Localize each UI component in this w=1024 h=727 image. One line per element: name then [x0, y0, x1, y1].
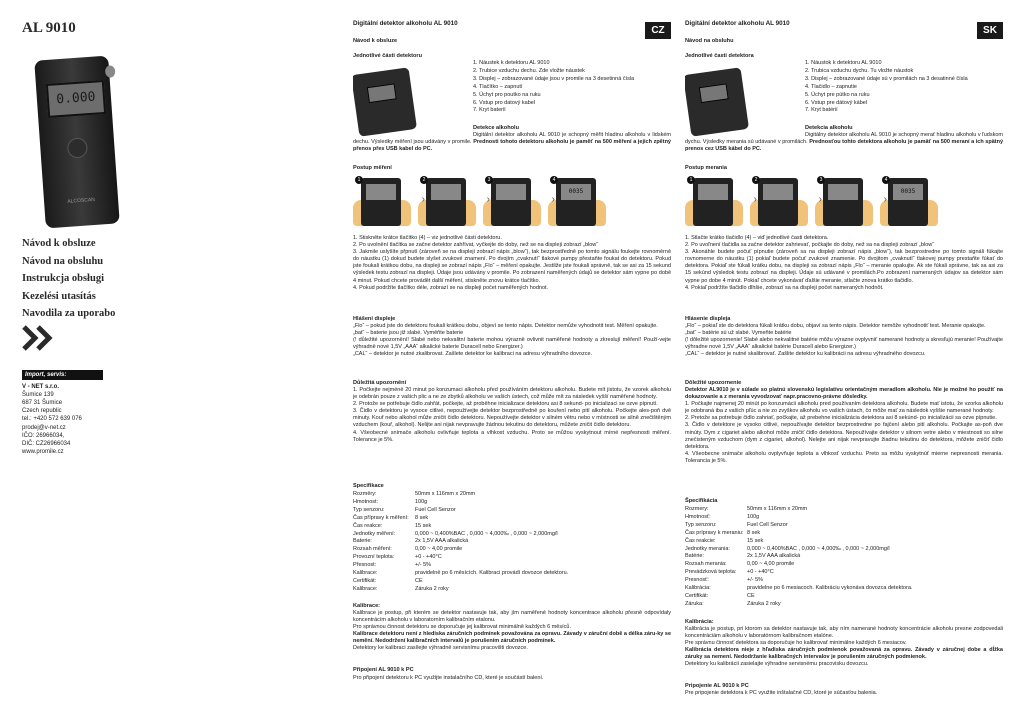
spec-row	[685, 546, 912, 554]
spec-value: 100g	[747, 513, 760, 520]
spec-value: 15 sek	[415, 522, 432, 529]
part-item: 5. Úchyt pro poutko na ruku	[473, 91, 541, 98]
spec-row	[685, 569, 912, 577]
import-website: www.promile.cz	[22, 448, 64, 455]
part-item: 3. Displej – zobrazované údaje sú v promilách na 3 desatinné čísla	[805, 75, 968, 82]
subheading: Pripojenie AL 9010 k PC	[685, 683, 749, 689]
paragraph: 1. Stiskněte krátce tlačítko (4) – viz jednotlivé části detektoru. 2. Po uvolnění tlačítka se začne detektor zahřívat, vyčkejte do doby, než se na displeji zobrazí „blow“ 3. Jakmile uslyšíte přpnutí (zároveň se na displeji zobrazí nápis „blow“), tak bezprostředně po tomto signálu foukejte rovnoměrně do náustku (1) dokud budete slyšet zvukové znamení. Po dvojím „cvaknutí“ tlakové pumpy přestaňte foukat do detektoru. Pokud jste foukali krátkou dobu, na displeji se zobrazí nápis „Flo“ – měření opakujte. Jestliže jste foukali správně, tak se asi za 15 sekund výsledek testu zobrazí na displeji. Údaje jsou udávány v promile. Po zobrazení naměřených údajů se detektor sám vypne po době 4 minut. Pokud chcete provádět další měření, stiskněte znovu krátce tlačítko. 4. Pokud podržíte tlačítko déle, zobrazí se na displeji počet naměřených hodnot.	[353, 235, 671, 291]
subheading: Důležitá upozornění	[353, 380, 407, 386]
part-item: 7. Kryt baterií	[473, 107, 506, 114]
breathalyzer-image	[34, 56, 120, 229]
device-brand: ALCOSCAN	[67, 196, 96, 205]
import-label: Import, servis:	[22, 370, 103, 380]
spec-value: 0,000 ~ 0,400%BAC , 0,000 ~ 4,000‰ , 0,000 ~ 2,000mg/l	[747, 545, 890, 552]
spec-row	[353, 499, 568, 507]
title-cz: Návod k obsluze	[22, 238, 96, 249]
step-image: 3 ›	[483, 176, 541, 226]
section-title: Digitální detektor alkoholu AL 9010	[353, 20, 458, 27]
spec-key: Jednotky merania:	[685, 545, 730, 552]
spec-row	[353, 562, 568, 570]
spec-key: Rozměry:	[353, 491, 377, 497]
measurement-steps-image	[685, 176, 1003, 228]
paragraph: 1. Stlačte krátko tlačidlo (4) – viď jednotlivé časti detektora. 2. Po uvoľnení tlačidla sa začne detektor zahrievať, počkajte do doby, než sa na displeji zobrazí „blow“ 3. Akonáhle budete počuť pípnutie (zároveň sa na displeji zobrazí nápis „blow“), tak bezprostredne po tomto signáli fúkajte rovnomerne do náustku (1) pokiaľ budete počuť zvukové znamenie. Po dvojitom „cvaknutí“ tlakovej pumpy prestaňte fúkať do detektora. Pokiaľ ste fúkali krátku dobu, na displeji sa zobrazí nápis „Flo“ – meranie opakujte. Ak ste fúkali správne, tak sa asi za 15 sekúnd výsledok testu zobrazí na displeji. Údaje sú udávané v promilách.Po zobrazení nameraných údajov sa detektor sám vypne po dobe 4 minút. Pokiaľ chcete vykonávať ďalšie meranie, stlačte znova krátko tlačidlo. 4. Pokiaľ podržíte tlačidlo dlhšie, zobrazí sa na displeji počet nameraných hodnôt.	[685, 235, 1003, 291]
spec-row	[353, 507, 568, 515]
paragraph: Pre pripojenie detektora k PC využite inštalačné CD, ktoré je súčasťou balenia.	[685, 690, 878, 696]
step-image: 0035 4	[548, 176, 606, 226]
spec-row	[353, 554, 568, 562]
title-si: Navodila za uporabo	[22, 308, 116, 319]
part-item: 3. Displej – zobrazované údaje jsou v promile na 3 desetinná čísla	[473, 75, 635, 82]
device-parts-image	[353, 67, 417, 136]
specification-table	[353, 491, 568, 594]
subheading: Hlášení displeje	[353, 316, 396, 322]
part-item: 1. Náustok k detektoru AL 9010	[805, 60, 882, 66]
import-line: Šumice 139	[22, 392, 54, 399]
device-mouthpiece	[105, 65, 116, 78]
part-item: 2. Trubica vzduchu dychu. Tu vložte náustok	[805, 67, 914, 74]
import-line: Czech republic	[22, 408, 62, 415]
paragraph: 1. Počkejte nejméně 20 minut po konzumaci alkoholu před používáním detektoru alkoholu. Budete mít jistotu, že vzorek alkoholu je odebrán pouze z vašich plic a ne ze zbytků alkoholu ve vašich ústech, což může mít za následek vyšší naměřené hodnoty. 2. Protože se potřebuje čidlo zahřát, počkejte, až proběhne inicializace detektoru asi 8 sekund- po inicializaci se ozve pípnutí. 3. Čidlo v detektoru je vysoce citlivé, nepoužívejte detektor bezprostředně po kouření nebo pití alkoholu. Počkejte ales-poň dvě minuty. Kouř nebo alkohol může zničit čidlo detektoru. Nepoužívejte detektor v silném větru nebo v místnosti se silně znečištěným vzduchem (kouř, alkohol). Nelijte ani nijak nevpravujte žádnou tekutinu do detektoru, můžete zničit čidlo detektoru. 4. Všeobecné snímače alkoholu ovlivňuje teplota a vlhkost vzduchu. Proto se můžou vyskytnout mírné nepřesnosti měření. Tolerance je 5%.	[353, 387, 671, 443]
spec-row	[685, 514, 912, 522]
import-line: tel.: +420 572 639 076	[22, 416, 82, 423]
specification-table	[685, 506, 912, 609]
subheading: Detekce alkoholu	[473, 125, 520, 131]
subheading: Návod k obsluze	[353, 38, 398, 44]
step-image: 2 ›	[418, 176, 476, 226]
spec-value: Fuel Cell Senzor	[415, 506, 456, 513]
spec-value: +0 - +40°C	[415, 554, 442, 561]
subheading: Postup měření	[353, 165, 392, 171]
part-item: 4. Tlačítko – zapnutí	[473, 83, 523, 90]
device-display: 0.000	[46, 80, 106, 118]
spec-value: pravidelne po 6 mesiacoch. Kalibráciu vykonáva dovozca detektora.	[747, 585, 913, 592]
spec-row	[353, 538, 568, 546]
step-image: 0035 4	[880, 176, 938, 226]
importer-info	[22, 370, 104, 456]
import-line: DIČ: CZ26966034	[22, 440, 71, 447]
spec-value: 8 sek	[415, 514, 429, 521]
part-item: 7. Kryt batérií	[805, 107, 838, 114]
spec-key: Hmotnost:	[353, 498, 379, 505]
spec-value: 8 sek	[747, 529, 761, 536]
spec-value: CE	[415, 577, 423, 584]
spec-row	[353, 531, 568, 539]
spec-value: 2x 1,5V AAA alkalická	[415, 538, 469, 545]
spec-key: Rozsah měření:	[353, 546, 392, 553]
parts-list	[805, 60, 968, 115]
spec-row	[685, 522, 912, 530]
parts-list	[473, 60, 634, 115]
spec-key: Certifikát:	[685, 592, 709, 599]
spec-value: 15 sek	[747, 537, 764, 544]
title-hu: Kezelési utasítás	[22, 290, 96, 302]
spec-key: Přesnost:	[353, 562, 377, 569]
spec-value: 50mm x 116mm x 20mm	[747, 506, 808, 512]
paragraph: Pro připojení detektoru k PC využijte instalačního CD, které je součástí balení.	[353, 675, 544, 681]
spec-row	[353, 586, 568, 594]
spec-key: Čas reakcie:	[685, 537, 716, 544]
part-item: 1. Náustek k detektoru AL 9010	[473, 60, 550, 66]
subheading: Špecifikácia	[685, 498, 718, 504]
spec-row	[685, 577, 912, 585]
slovak-column	[685, 0, 1003, 727]
spec-value: pravidelně po 6 měsících. Kalibraci provádí dovozce detektoru.	[415, 570, 569, 577]
spec-value: 0,000 ~ 0,400%BAC , 0,000 ~ 4,000‰ , 0,000 ~ 2,000mg/l	[415, 530, 558, 537]
spec-value: Záruka 2 roky	[747, 600, 781, 607]
spec-key: Rozsah merania:	[685, 561, 727, 568]
import-email: prodej@v-net.cz	[22, 424, 66, 431]
model-title: AL 9010	[22, 20, 76, 36]
spec-row	[685, 601, 912, 609]
part-item: 4. Tlačidlo – zapnutie	[805, 83, 857, 90]
subheading: Specifikace	[353, 483, 384, 489]
spec-key: Hmotnosť:	[685, 513, 711, 520]
device-button	[67, 137, 88, 158]
lang-badge-cz: CZ	[645, 22, 671, 39]
spec-value: 50mm x 116mm x 20mm	[415, 491, 476, 497]
spec-key: Baterie:	[353, 538, 372, 545]
spec-value: 100g	[415, 498, 428, 505]
paragraph: Digitálny detektor alkoholu AL 9010 je schopný merať hladinu alkoholu v ľudskom dychu. Výsledky merania sú udávané v promilách. Prednosťou tohto detektora alkoholu je pamäť na 500 meraní a ich spätný prenos cez USB kábel do PC.	[685, 132, 1003, 153]
part-item: 6. Vstup pro datový kabel	[473, 99, 536, 106]
step-image: 3 ›	[815, 176, 873, 226]
spec-key: Čas reakce:	[353, 522, 383, 529]
spec-key: Kalibrace:	[353, 585, 378, 592]
step-image: 1 ›	[353, 176, 411, 226]
spec-row	[353, 491, 568, 499]
step-image: 1 ›	[685, 176, 743, 226]
part-item: 2. Trubice vzduchu dechu. Zde vložte náustek	[473, 67, 585, 74]
paragraph: Detektor AL9010 je v súlade so platnú slovenskú legislatívu orientačným meradlom alkoholu. Nie je možné ho použiť na dokazovanie a z merania vyvodzovať napr.pracovno-právne dôsledky. 1. Počkajte najmenej 20 minút po konzumácii alkoholu pred používaním detektora alkoholu. Budete mať istotu, že vzorka alkoholu je odobraná iba z vašich pľúc a nie zo zvyškov alkoholu vo vašich ústach, čo môže mať za následok vyššie namerané hodnoty. 2. Pretože sa potrebuje čidlo zahriať, počkajte, až prebehne inicializácia detektora asi 8 sekúnd- po inicializácii sa ozve pípnutie. 3. Čidlo v detektore je vysoko citlivé, nepoužívajte detektor bezprostredne po fajčení alebo pití alkoholu. Počkajte as-poň dve minúty. Dym z cigariet alebo alkohol môže zničiť čidlo detektora. Nepoužívajte detektor v silnom vetre alebo v miestnosti so silne znečisteným vzduchom (dym z cigariet, alkohol). Nelejte ani nijak nevpravujte žiadnu tekutinu do detektora, môžete zničiť čidlo detektora. 4. Všeobecne snímače alkoholu ovplyvňuje teplota a vlhkosť vzduchu. Preto sa môžu vyskytnúť mierne nepresnosti merania. Tolerancia je 5%.	[685, 387, 1003, 464]
spec-value: 2x 1,5V AAA alkalická	[747, 553, 801, 560]
subheading: Kalibrácia:	[685, 619, 714, 625]
measurement-steps-image	[353, 176, 671, 228]
spec-row	[685, 593, 912, 601]
spec-value: +/- 5%	[747, 577, 764, 584]
step-image: 2 ›	[750, 176, 808, 226]
subheading: Hlásenie displeja	[685, 316, 731, 322]
subheading: Postup merania	[685, 165, 727, 171]
spec-row	[353, 523, 568, 531]
import-line: 687 31 Šumice	[22, 400, 63, 407]
part-item: 6. Vstup pre dátový kábel	[805, 99, 868, 106]
spec-value: 0,00 ~ 4,00 promile	[415, 546, 463, 553]
spec-value: Záruka 2 roky	[415, 585, 449, 592]
spec-value: +/- 5%	[415, 562, 432, 569]
spec-value: 0,00 ~ 4,00 promile	[747, 561, 795, 568]
subheading: Jednotlivé časti detektora	[685, 53, 754, 59]
spec-key: Provozní teplota:	[353, 554, 395, 561]
spec-value: CE	[747, 592, 755, 599]
paragraph: Kalibrácia je postup, pri ktorom sa detektor nastavuje tak, aby ním namerané hodnoty koncentrácie alkoholu presne zodpovedali koncentráciám alkoholu v laboratórnom kalibračnom etalóne. Pre správnu činnosť detektora sa doporučuje ho kalibrovať minimálne každých 6 mesiacov. Kalibrácia detektora nieje z hľadiska záručných podmienok považovaná za opravu. Závady v záručnej dobe a dĺžka záruky sa nemení. Nedodržanie kalibračných intervalov je porušením záručných podmienok. Detektory ku kalibrácii zasielajte výhradne servisnému pracovisku dovozcu.	[685, 626, 1003, 668]
spec-key: Prevádzková teplota:	[685, 569, 737, 576]
spec-key: Rozmery:	[685, 506, 709, 512]
manual-titles	[22, 238, 115, 326]
spec-row	[685, 506, 912, 514]
subheading: Návod na obsluhu	[685, 38, 734, 44]
spec-key: Záruka:	[685, 600, 704, 607]
spec-key: Kalibrácia:	[685, 585, 711, 592]
chevron-icon	[22, 325, 54, 356]
spec-value: +0 - +40°C	[747, 569, 774, 576]
spec-key: Čas prípravy k meraniu:	[685, 529, 744, 536]
section-title: Digitální detektor alkoholu AL 9010	[685, 20, 790, 27]
spec-key: Typ senzoru:	[353, 506, 385, 513]
czech-column	[353, 0, 671, 727]
device-parts-image	[685, 67, 749, 136]
spec-key: Certifikát:	[353, 577, 377, 584]
spec-row	[685, 538, 912, 546]
import-line-company: V - NET s.r.o.	[22, 384, 60, 391]
subheading: Jednotlivé části detektoru	[353, 53, 423, 59]
subheading: Kalibrace:	[353, 603, 381, 609]
lang-badge-sk: SK	[977, 22, 1003, 39]
spec-row	[353, 546, 568, 554]
subheading: Dôležité upozornenie	[685, 380, 742, 386]
spec-key: Batérie:	[685, 553, 704, 560]
spec-value: Fuel Cell Senzor	[747, 521, 788, 528]
paragraph: Kalibrace je postup, při kterém se detektor nastavuje tak, aby jím naměřené hodnoty koncentrace alkoholu přesně odpovídaly koncentrácím alkoholu v laboratorním kalibračním etalonu. Pro správnou činnost detektoru se doporučuje jej kalibrovat minimálně každých 6 měsíců. Kalibrace detektoru není z hlediska záručních podmínek považována za opravu. Závady v záruční době a délka záru-ky se nemění. Nedodržení kalibračních intervalů je porušením záručních podmínek. Detektory ke kalibraci zasílejte výhradně servisnímu pracovišti dovozce.	[353, 610, 671, 652]
title-sk: Návod na obsluhu	[22, 255, 104, 267]
spec-key: Kalibrace:	[353, 570, 378, 577]
cover-column	[0, 0, 330, 727]
spec-row	[353, 570, 568, 578]
spec-row	[685, 553, 912, 561]
spec-key: Typ senzoru:	[685, 521, 717, 528]
title-pl: Instrukcja obsługi	[22, 273, 104, 284]
part-item: 5. Úchyt pre pútko na ruku	[805, 91, 870, 98]
spec-row	[685, 530, 912, 538]
spec-key: Jednotky měření:	[353, 530, 396, 537]
subheading: Připojení AL 9010 k PC	[353, 667, 414, 673]
spec-row	[685, 585, 912, 593]
paragraph: „Flo“ – pokud jste do detektoru foukali krátkou dobu, objeví se tento nápis. Detektor nemůže vyhodnotit test. Měření opakujte. „bat“ – baterie jsou již slabé. Vyměňte baterie (! důležité upozornění! Slabé nebo nekvalitní baterie mohou výrazně ovlivnit naměřené hodnoty a zkreslují měření! Použí-vejte výhradně nové 1,5V „AAA“ alkalické baterie Duracell nebo Energizer.) „CAL“ – detektor je nutné zkalibrovat. Zašlete detektor ke kalibraci na adresu výhradního dovozce.	[353, 323, 671, 358]
subheading: Detekcia alkoholu	[805, 125, 853, 131]
paragraph: „Flo“ – pokiaľ ste do detektora fúkali krátku dobu, objaví sa tento nápis. Detektor nemôže vyhodnotiť test. Meranie opakujte. „bat“ – batérie sú už slabé. Vymeňte batérie (! dôležité upozornenie! Slabé alebo nekvalitné batérie môžu výrazne ovplyvniť namerané hodnoty a skresľujú meranie! Používajte výhradne nové 1,5V „AAA“ alkalické batérie Duracell alebo Energizer.) „CAL“ – detektor je nutné skalibrovať. Zašlite detektor ku kalibrácii na adresu výhradného dovozcu.	[685, 323, 1003, 358]
spec-row	[685, 561, 912, 569]
spec-key: Čas přípravy k měření:	[353, 514, 409, 521]
spec-row	[353, 515, 568, 523]
spec-key: Presnosť:	[685, 577, 709, 584]
paragraph: Digitální detektor alkoholu AL 9010 je schopný měřit hladinu alkoholu v lidském dechu. Výsledky měření jsou udávány v promile. Prednosti tohoto detektoru alkoholu je paměť na 500 měření a jejich zpětný přenos přes USB kabel do PC.	[353, 132, 671, 153]
import-line: IČO: 26966034,	[22, 432, 65, 439]
spec-row	[353, 578, 568, 586]
